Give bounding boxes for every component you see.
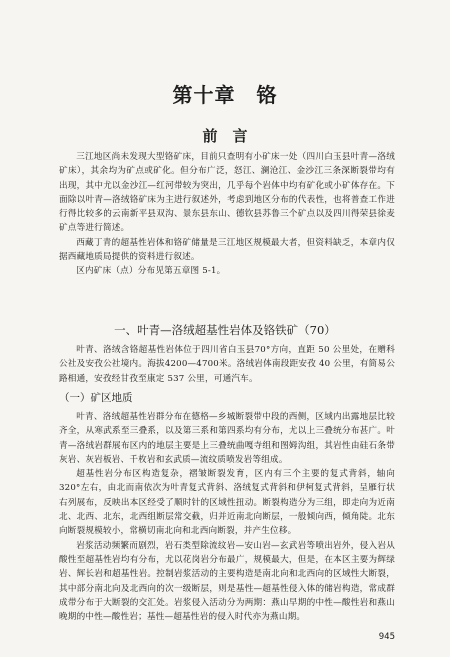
location-paragraph: 叶青、洛绒含铬超基性岩体位于四川省白玉县70°方向，直距 50 公里处，在赠科公社及安孜公社境内。海拔4200—4700米。洛绒岩体南段距安孜 40 公里，有简易公路相通，安孜经甘孜至康定 537 公里，可通汽车。 [59,345,395,384]
chapter-title: 第十章 铬 [172,83,278,107]
preface-title: 前 言 [202,127,248,145]
preface-paragraph: 三江地区尚未发现大型铬矿床，目前只查明有小矿床一处（四川白玉县叶青—洛绒矿床），其余均为矿点或矿化。但分布广泛，怒江、澜沧江、金沙江三条深断裂带均有出现，其中尤以金沙江—红河带较为突出，几乎每个岩体中均有矿化或小矿体存在。下面除以叶青—洛绒铬矿床为主进行叙述外，考虑到地区分布的代表性，也将普查工作进行得比较多的云南新平县双沟、景东县东山、德钦县苏鲁三个矿点以及四川得荣县徐麦矿点等进行简述。 [59,152,395,234]
subsection-heading: （一）矿区地质 [59,392,133,404]
geology-body [59,410,395,624]
section-heading: 一、叶青—洛绒超基性岩体及铬铁矿（70） [114,323,336,337]
preface-paragraph: 西藏丁青的超基性岩体和铬矿储量是三江地区规模最大者，但资料缺乏，本章内仅据西藏地质局提供的资料进行叙述。 [59,237,395,263]
page-number: 945 [378,632,395,642]
geology-paragraph: 叶青、洛绒超基性岩群分布在德格—乡城断裂带中段的西侧，区域内出露地层比较齐全，从寒武系至三叠系，以及第三系和第四系均有分布，尤以上三叠统分布甚广。叶青—洛绒岩群展布区内的地层主要是上三叠统曲嘎寺组和图姆沟组，其岩性由硅石条带灰岩、灰岩板岩、千枚岩和玄武质—流纹质喷发岩等组成。 [59,412,395,465]
geology-paragraph: 超基性岩分布区构造复杂，褶皱断裂发育，区内有三个主要的复式背斜，轴向320°左右，由北而南依次为叶青复式背斜、洛绒复式背斜和伊柯复式背斜，呈雁行状右列展布，反映出本区经受了顺时针的区域性扭动。断裂构造分为三组，即走向为近南北、北西、北东，北西组断层常交截，归并近南北向断层，一般倾向西，倾角陡。北东向断裂规模较小，常横切南北向和北西向断裂，并产生位移。 [59,469,395,537]
preface-paragraph: 区内矿床（点）分布见第五章图 5-1。 [76,266,226,277]
preface-body [59,150,395,279]
location-body [59,343,395,386]
geology-paragraph: 岩浆活动频繁而剧烈，岩石类型除流纹岩—安山岩—玄武岩等喷出岩外，侵入岩从酸性至超基性岩均有分布，尤以花岗岩分布最广，规模最大，但是，在本区主要为辉绿岩、辉长岩和超基性岩。控制岩浆活动的主要构造是南北向和北西向的区域性大断裂，其中部分南北向及北西向的次一级断层，则是基性—超基性侵入体的储岩构造，常成群成带分布于大断裂的交汇处。岩浆侵入活动分为两期：燕山早期的中性—酸性岩和燕山晚期的中性—酸性岩；基性—超基性岩的侵入时代亦为燕山期。 [59,540,395,623]
